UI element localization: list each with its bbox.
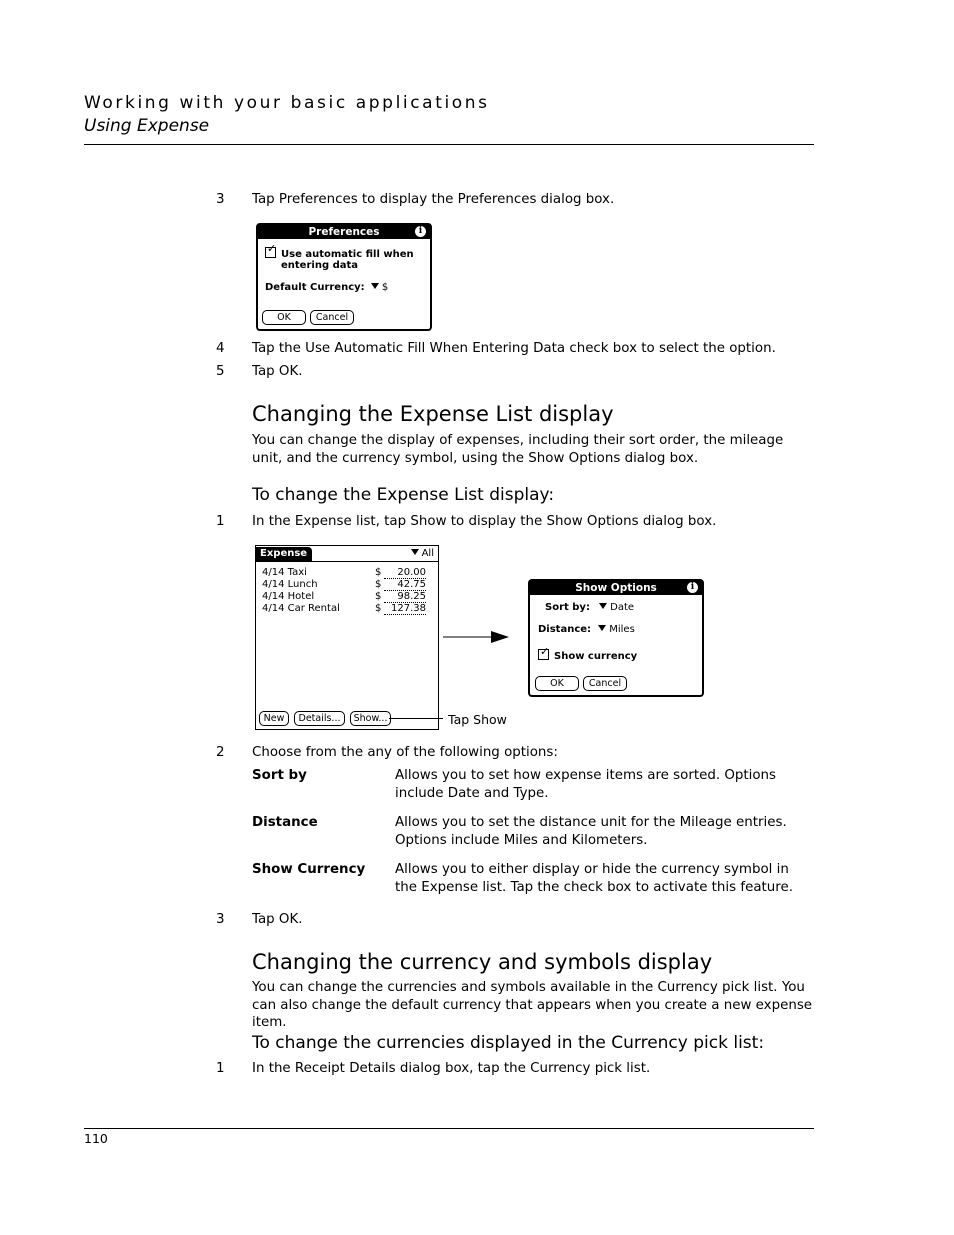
- step-number: 4: [216, 341, 225, 356]
- option-term: Distance: [252, 815, 318, 830]
- autofill-label-2: entering data: [281, 260, 359, 271]
- category-value[interactable]: All: [421, 548, 434, 559]
- step-text: Choose from the any of the following options:: [252, 745, 558, 760]
- dialog-title-bar: [530, 581, 702, 595]
- step-number: 1: [216, 1061, 225, 1076]
- info-icon[interactable]: i: [415, 226, 426, 237]
- step-text: Tap OK.: [252, 912, 303, 927]
- expense-description: 4/14 Hotel: [262, 591, 315, 602]
- list-item[interactable]: [262, 567, 432, 579]
- section-intro: You can change the display of expenses, including their sort order, the mileage unit, and the currency symbol, using the Show Options dialog box.: [252, 433, 784, 466]
- dialog-title: Preferences: [308, 226, 380, 238]
- callout-label: Tap Show: [448, 712, 507, 727]
- app-title-tab: Expense: [256, 547, 312, 561]
- cancel-button[interactable]: Cancel: [310, 310, 354, 325]
- expense-amount: 20.00: [384, 567, 426, 579]
- show-currency-checkbox-row[interactable]: [538, 649, 637, 662]
- callout-line: [389, 718, 443, 719]
- default-currency-label: Default Currency:: [265, 282, 365, 293]
- default-currency-value[interactable]: $: [381, 282, 389, 293]
- distance-value[interactable]: Miles: [609, 624, 635, 635]
- expense-list-screen: [255, 545, 439, 730]
- expense-currency: $: [375, 579, 382, 590]
- section-heading: Changing the Expense List display: [252, 402, 614, 426]
- dropdown-arrow-icon[interactable]: [598, 625, 606, 631]
- show-currency-label: Show currency: [554, 651, 638, 662]
- cancel-button[interactable]: Cancel: [583, 676, 627, 691]
- sort-by-value[interactable]: Date: [610, 602, 635, 613]
- expense-amount: 42.75: [384, 579, 426, 591]
- step-text: Tap the Use Automatic Fill When Entering Data check box to select the option.: [252, 341, 776, 356]
- chapter-title: Working with your basic applications: [84, 93, 490, 113]
- sort-by-label: Sort by:: [545, 602, 590, 613]
- step-number: 2: [216, 745, 225, 760]
- distance-label: Distance:: [538, 624, 592, 635]
- list-item[interactable]: [262, 591, 432, 603]
- list-item[interactable]: [262, 579, 432, 591]
- step-number: 5: [216, 364, 225, 379]
- show-button[interactable]: Show...: [350, 711, 391, 726]
- checkbox-checked-icon[interactable]: [265, 247, 276, 258]
- ok-button[interactable]: OK: [535, 676, 579, 691]
- dropdown-arrow-icon[interactable]: [411, 549, 419, 555]
- option-definition: Allows you to either display or hide the currency symbol in the Expense list. Tap the check box to activate this feature.: [395, 862, 793, 895]
- autofill-label-1: Use automatic fill when: [281, 249, 414, 260]
- expense-description: 4/14 Lunch: [262, 579, 318, 590]
- dialog-title-bar: [258, 225, 430, 239]
- option-definition: Allows you to set how expense items are sorted. Options include Date and Type.: [395, 768, 777, 801]
- sort-by-row: [545, 602, 634, 613]
- step-text: Tap OK.: [252, 364, 303, 379]
- page-number: 110: [84, 1131, 108, 1146]
- option-definition: Allows you to set the distance unit for the Mileage entries. Options include Miles and Kilometers.: [395, 815, 787, 848]
- procedure-heading: To change the currencies displayed in the Currency pick list:: [252, 1033, 765, 1053]
- dropdown-arrow-icon[interactable]: [371, 283, 379, 289]
- title-underline: [256, 561, 438, 562]
- footer-rule: [84, 1128, 814, 1129]
- arrow-right-icon: [443, 629, 511, 645]
- section-title: Using Expense: [84, 116, 210, 136]
- list-item[interactable]: [262, 603, 432, 615]
- new-button[interactable]: New: [259, 711, 289, 726]
- expense-description: 4/14 Car Rental: [262, 603, 340, 614]
- ok-button[interactable]: OK: [262, 310, 306, 325]
- section-intro: You can change the currencies and symbols available in the Currency pick list. You can also change the default currency that appears when you create a new expense item.: [252, 980, 813, 1030]
- section-heading: Changing the currency and symbols display: [252, 950, 713, 974]
- dialog-title: Show Options: [575, 582, 657, 594]
- autofill-checkbox-row[interactable]: [265, 247, 414, 271]
- checkbox-checked-icon[interactable]: [538, 649, 549, 660]
- step-number: 3: [216, 912, 225, 927]
- show-options-dialog: [528, 579, 704, 697]
- step-text: Tap Preferences to display the Preferences dialog box.: [252, 192, 615, 207]
- dropdown-arrow-icon[interactable]: [599, 603, 607, 609]
- preferences-dialog: [256, 223, 432, 331]
- step-text: In the Expense list, tap Show to display the Show Options dialog box.: [252, 514, 717, 529]
- details-button[interactable]: Details...: [294, 711, 345, 726]
- expense-amount: 127.38: [384, 603, 426, 615]
- step-text: In the Receipt Details dialog box, tap the Currency pick list.: [252, 1061, 651, 1076]
- step-number: 1: [216, 514, 225, 529]
- distance-row: [538, 624, 635, 635]
- category-picker[interactable]: [408, 548, 434, 559]
- procedure-heading: To change the Expense List display:: [252, 485, 555, 505]
- expense-description: 4/14 Taxi: [262, 567, 307, 578]
- expense-currency: $: [375, 603, 382, 614]
- header-rule: [84, 144, 814, 145]
- default-currency-row: [265, 282, 388, 293]
- option-term: Show Currency: [252, 862, 366, 877]
- expense-currency: $: [375, 591, 382, 602]
- option-term: Sort by: [252, 768, 307, 783]
- expense-currency: $: [375, 567, 382, 578]
- expense-amount: 98.25: [384, 591, 426, 603]
- info-icon[interactable]: i: [687, 582, 698, 593]
- step-number: 3: [216, 192, 225, 207]
